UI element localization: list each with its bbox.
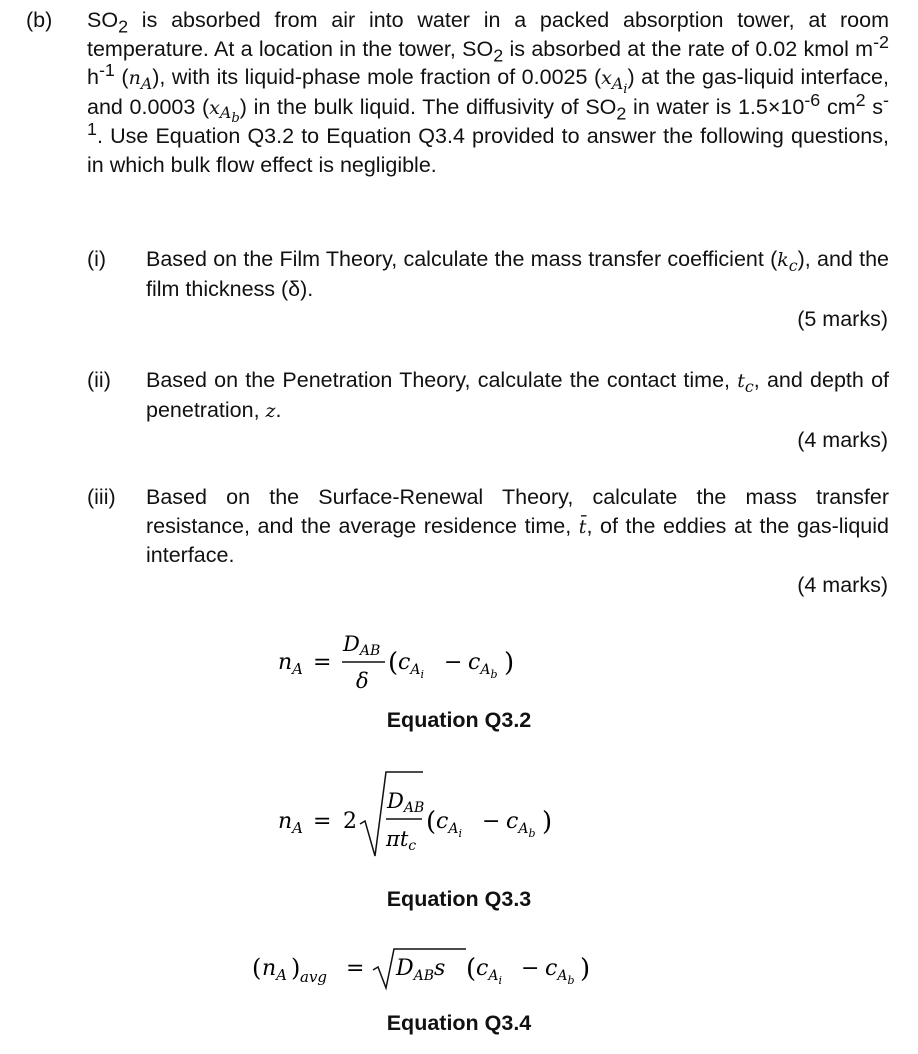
eq3-c-ab: $c_Ab$	[506, 809, 536, 840]
question-text-ii: Based on the Penetration Theory, calculate the contact time, $t_c$, and depth of penetration, z.	[146, 368, 889, 422]
eq4-lhs-avg: avg	[300, 968, 328, 986]
question-text-i: Based on the Film Theory, calculate the mass transfer coefficient $(k_c)$, and the film thickness (δ).	[146, 247, 889, 301]
equation-label-q3-4: Equation Q3.4	[386, 1011, 532, 1035]
eq3-lhs: $n_A$	[278, 809, 304, 837]
eq3-minus: −	[482, 809, 501, 834]
eq4-minus: −	[521, 956, 540, 981]
math-x-ab: $x_{A_b}$	[209, 96, 240, 127]
eq4-open-paren: (	[466, 954, 477, 984]
eq3-coefficient: 2	[343, 809, 357, 834]
equation-label-q3-2: Equation Q3.2	[386, 708, 532, 732]
eq4-lhs: $n_A$	[262, 956, 288, 984]
math-x-ai: $x_{A_i}$	[601, 67, 628, 97]
equation-label-q3-3: Equation Q3.3	[386, 887, 532, 911]
eq2-close-paren: )	[504, 648, 515, 678]
marks-iii: (4 marks)	[797, 573, 888, 597]
eq3-equals: =	[313, 809, 332, 834]
math-z: z	[265, 399, 276, 422]
eq2-equals: =	[313, 650, 332, 675]
eq2-open-paren: (	[388, 648, 399, 678]
eq3-denominator: πtc	[386, 827, 417, 854]
part-label: (b)	[26, 8, 53, 32]
eq2-lhs: $n_A$	[278, 650, 304, 678]
eq2-c-ab: $c_Ab$	[468, 650, 498, 681]
eq3-c-ai: $c_Ai$	[436, 809, 462, 840]
marks-ii: (4 marks)	[797, 428, 888, 452]
eq3-numerator: DAB	[387, 789, 425, 816]
eq2-denominator: δ	[356, 669, 369, 693]
eq4-c-ab: $c_Ab$	[545, 956, 575, 987]
eq3-close-paren: )	[542, 807, 553, 837]
eq4-close-paren: )	[580, 954, 591, 984]
equation-q3-2	[0, 615, 918, 705]
question-label-iii: (iii)	[87, 485, 116, 509]
eq4-lhs-close: )	[291, 954, 301, 982]
math-t-bar: t̄	[578, 515, 587, 538]
question-label-i: (i)	[87, 247, 107, 271]
eq2-c-ai: $c_Ai$	[398, 650, 424, 681]
eq4-c-ai: $c_Ai$	[476, 956, 502, 987]
math-t-c: $t_c$	[737, 370, 754, 396]
equation-q3-4	[0, 940, 918, 1000]
eq2-numerator: DAB	[343, 632, 381, 659]
part-intro-paragraph: $SO_2$ is absorbed from air into water in a packed absorption tower, at room temperature. At a location in the tower, $SO_2$ is absorbed at the rate of 0.02 kmol $m^{-2}$ $h^{-1}$ $(n_A)$, with its liquid-phase mole fraction of 0.0025 $(x_{A_i})$ at the gas-liquid interface, and 0.0003 $(x_{A_b})$ in the bulk liquid. The diffusivity of $SO_2$ in water is $1.5\times 10^{-6}$ $cm^2$ $s^{-1}$. Use Equation Q3.2 to Equation Q3.4 provided to answer the following questions, in which bulk flow effect is negligible.	[87, 8, 889, 177]
eq4-lhs-open: (	[252, 954, 262, 982]
eq4-radicand: $D_{AB}s$	[396, 956, 446, 984]
math-n-a: $n_A$	[128, 67, 153, 93]
question-label-ii: (ii)	[87, 368, 111, 392]
eq4-equals: =	[346, 956, 365, 981]
math-k-c: $k_c$	[777, 249, 798, 275]
marks-i: (5 marks)	[797, 307, 888, 331]
eq2-minus: −	[444, 650, 463, 675]
equation-q3-3	[0, 758, 918, 868]
question-text-iii: Based on the Surface-Renewal Theory, calculate the mass transfer resistance, and the average residence time, t̄, of the eddies at the gas-liquid interface.	[146, 485, 889, 567]
eq3-open-paren: (	[426, 807, 437, 837]
